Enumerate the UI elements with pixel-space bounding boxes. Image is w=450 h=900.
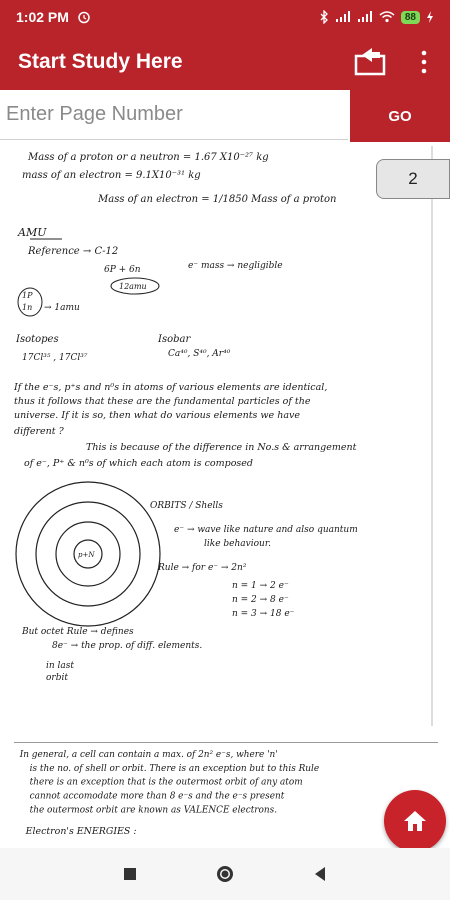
nucleus-label: p+N bbox=[78, 551, 95, 559]
alarm-clock-icon bbox=[77, 10, 91, 24]
wave-line-1: e⁻ → wave like nature and also quantum bbox=[174, 525, 358, 535]
note-para-3: universe. If it is so, then what do various elements we have bbox=[14, 410, 300, 421]
amu-neutron: 1n bbox=[22, 303, 33, 312]
note2-line-4: cannot accomodate more than 8 e⁻s and the e⁻s present bbox=[29, 791, 285, 802]
rule-n3: n = 3 → 18 e⁻ bbox=[232, 609, 295, 619]
isotopes-example: 17Cl³⁵ , 17Cl³⁷ bbox=[22, 353, 88, 363]
system-nav-bar bbox=[0, 848, 450, 900]
note-para-6: of e⁻, P⁺ & n⁰s of which each atom is composed bbox=[24, 458, 253, 469]
note-line-2: mass of an electron = 9.1X10⁻³¹ kg bbox=[22, 170, 201, 181]
amu-electron-mass: e⁻ mass → negligible bbox=[188, 261, 283, 271]
recents-square-icon[interactable] bbox=[123, 867, 137, 881]
status-icons bbox=[319, 10, 434, 24]
page-input-row bbox=[0, 90, 450, 142]
note-para-5: This is because of the difference in No.s & arrangement bbox=[86, 442, 357, 453]
isobar-heading: Isobar bbox=[158, 334, 191, 345]
handwritten-notes-page bbox=[8, 146, 438, 726]
octet-line-3: in last bbox=[46, 661, 75, 671]
status-time: 1:02 PM bbox=[16, 9, 69, 25]
bluetooth-icon bbox=[319, 10, 329, 24]
signal-icon-1 bbox=[335, 11, 351, 23]
note-para-1: If the e⁻s, p⁺s and n⁰s in atoms of various elements are identical, bbox=[14, 382, 328, 393]
note2-line-2: is the no. of shell or orbit. There is an exception but to this Rule bbox=[29, 763, 320, 774]
orbits-label: ORBITS / Shells bbox=[150, 501, 223, 511]
note-line-3: Mass of an electron = 1/1850 Mass of a proton bbox=[98, 194, 337, 205]
status-bar bbox=[0, 0, 450, 34]
charging-icon bbox=[426, 11, 434, 23]
isotopes-heading: Isotopes bbox=[16, 334, 59, 345]
signal-icon-2 bbox=[357, 11, 373, 23]
home-icon bbox=[402, 809, 428, 833]
go-button[interactable]: GO bbox=[350, 90, 450, 142]
amu-equals: → 1amu bbox=[44, 303, 80, 313]
note-line-1: Mass of a proton or a neutron = 1.67 X10⁻²⁷ kg bbox=[28, 152, 269, 163]
battery-icon: 88 bbox=[401, 11, 420, 24]
octet-line-1: But octet Rule → defines bbox=[22, 627, 134, 637]
current-page-badge: 2 bbox=[376, 159, 450, 199]
note2-line-6: Electron's ENERGIES : bbox=[25, 826, 137, 838]
document-viewer[interactable] bbox=[0, 142, 450, 848]
app-bar bbox=[0, 34, 450, 90]
rule-n2: n = 2 → 8 e⁻ bbox=[232, 595, 289, 605]
wifi-icon bbox=[379, 11, 395, 23]
more-vertical-icon[interactable] bbox=[418, 48, 430, 76]
amu-12: 12amu bbox=[119, 282, 147, 291]
rule-line: Rule → for e⁻ → 2n² bbox=[158, 563, 247, 573]
page-number-input[interactable] bbox=[0, 90, 348, 140]
octet-line-2: 8e⁻ → the prop. of diff. elements. bbox=[52, 641, 203, 651]
home-circle-icon[interactable] bbox=[215, 864, 235, 884]
wave-line-2: like behaviour. bbox=[204, 539, 271, 549]
note-para-2: thus it follows that these are the fundamental particles of the bbox=[14, 396, 311, 407]
octet-line-4: orbit bbox=[46, 673, 68, 683]
note2-line-3: there is an exception that is the outermost orbit of any atom bbox=[29, 777, 303, 788]
isobar-example: Ca⁴⁰, S⁴⁰, Ar⁴⁰ bbox=[168, 349, 231, 359]
handwritten-notes-page-2 bbox=[14, 742, 438, 848]
note2-line-1: In general, a cell can contain a max. of 2n² e⁻s, where 'n' bbox=[19, 749, 278, 760]
note2-line-5: the outermost orbit are known as VALENCE electrons. bbox=[29, 805, 278, 816]
amu-carbon: 6P + 6n bbox=[104, 265, 141, 275]
note-para-4: different ? bbox=[14, 426, 64, 437]
back-triangle-icon[interactable] bbox=[313, 866, 327, 882]
rule-n1: n = 1 → 2 e⁻ bbox=[232, 581, 289, 591]
app-title: Start Study Here bbox=[18, 50, 183, 73]
exit-share-icon[interactable] bbox=[352, 46, 388, 78]
home-fab-button[interactable] bbox=[384, 790, 446, 852]
amu-proton: 1P bbox=[22, 291, 33, 300]
amu-heading: AMU bbox=[18, 226, 47, 239]
amu-reference: Reference → C-12 bbox=[28, 246, 119, 257]
